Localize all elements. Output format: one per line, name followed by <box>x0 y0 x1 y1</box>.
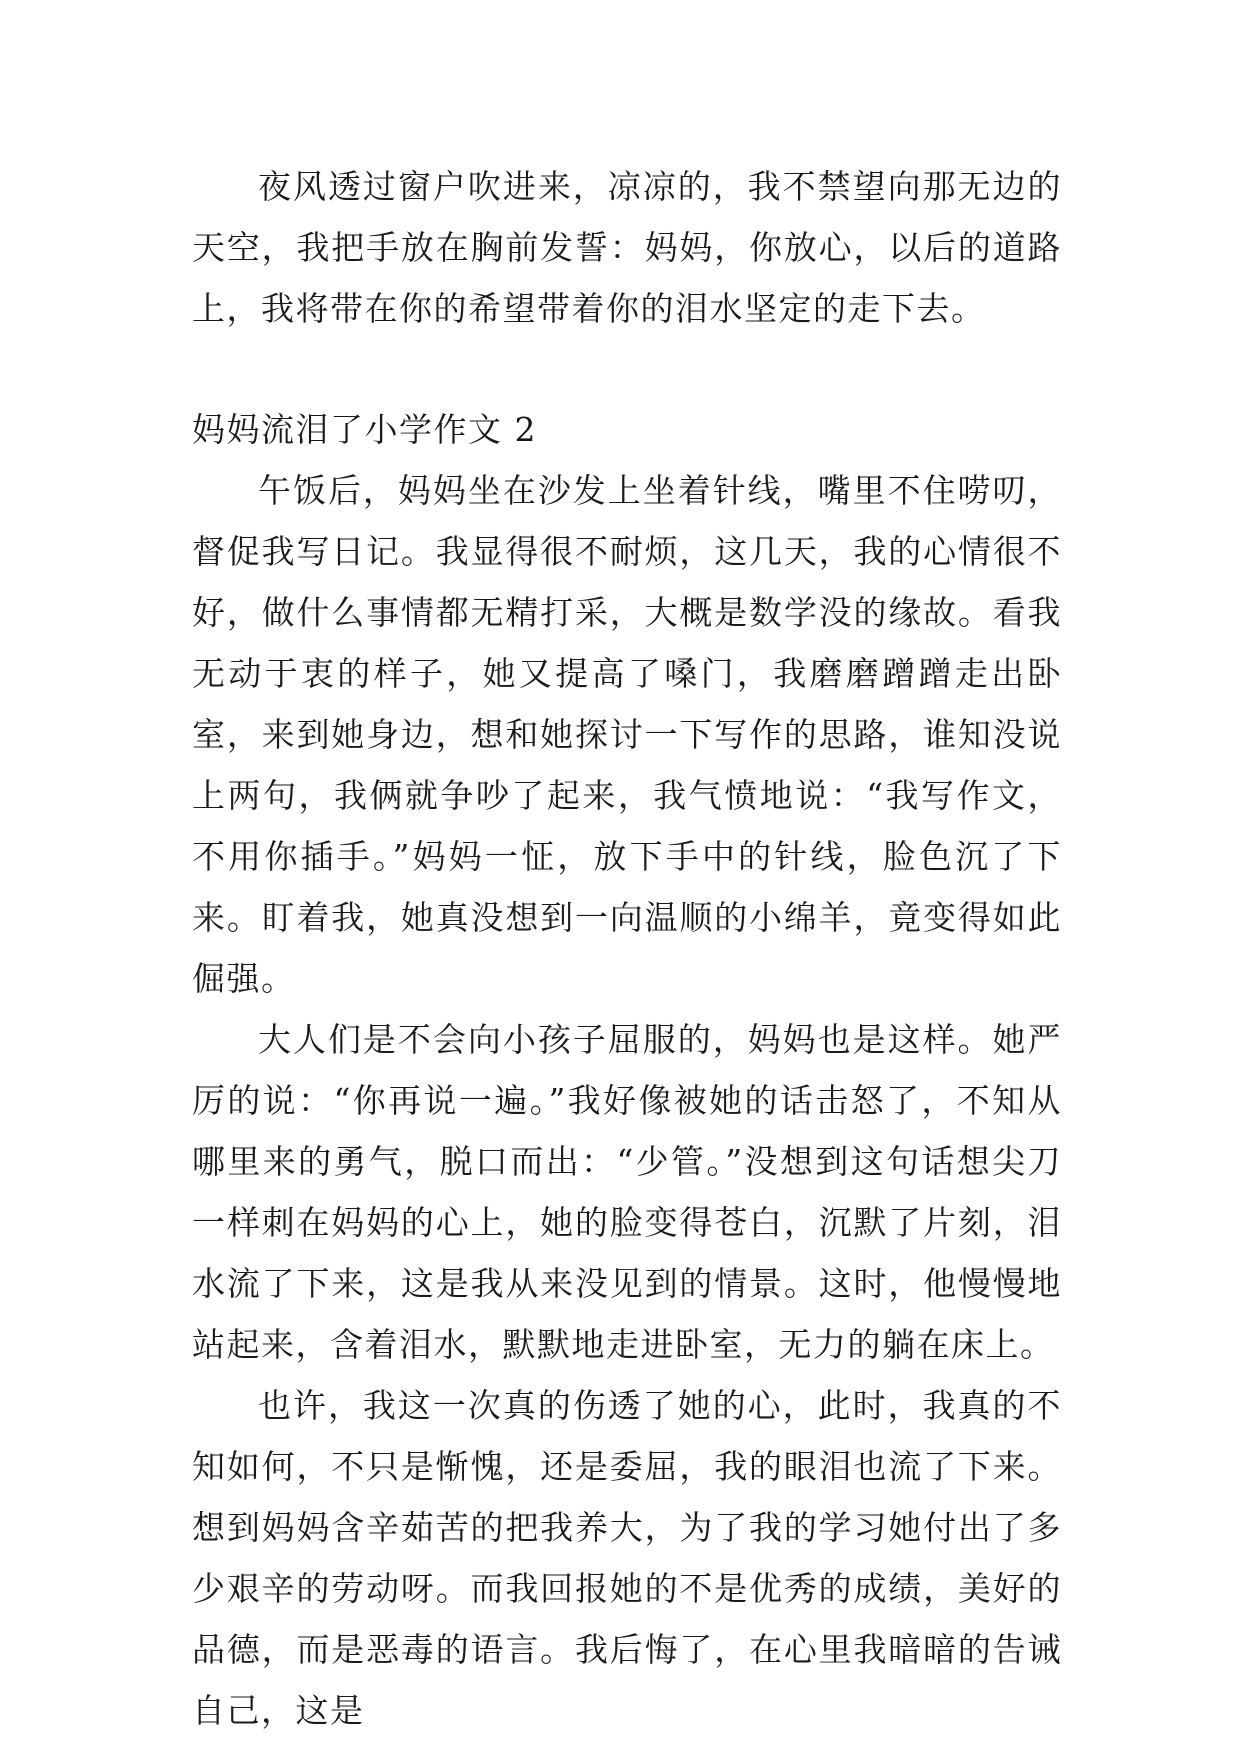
paragraph-argument: 大人们是不会向小孩子屈服的，妈妈也是这样。她严厉的说：“你再说一遍。”我好像被她的话击怒了，不知从哪里来的勇气，脱口而出：“少管。”没想到这句话想尖刀一样刺在妈妈的心上，她的脸变得苍白，沉默了片刻，泪水流了下来，这是我从来没见到的情景。这时，他慢慢地站起来，含着泪水，默默地走进卧室，无力的躺在床上。 <box>192 1020 1062 1364</box>
document-body <box>192 156 1062 1741</box>
paragraph-lunch: 午饭后，妈妈坐在沙发上坐着针线，嘴里不住唠叨，督促我写日记。我显得很不耐烦，这几天，我的心情很不好，做什么事情都无精打采，大概是数学没的缘故。看我无动于衷的样子，她又提高了嗓门，我磨磨蹭蹭走出卧室，来到她身边，想和她探讨一下写作的思路，谁知没说上两句，我俩就争吵了起来，我气愤地说：“我写作文，不用你插手。”妈妈一怔，放下手中的针线，脸色沉了下来。盯着我，她真没想到一向温顺的小绵羊，竟变得如此倔强。 <box>192 471 1062 998</box>
section-title: 妈妈流泪了小学作文 2 <box>192 410 537 449</box>
paragraph-regret: 也许，我这一次真的伤透了她的心，此时，我真的不知如何，不只是惭愧，还是委屈，我的眼泪也流了下来。想到妈妈含辛茹苦的把我养大，为了我的学习她付出了多少艰辛的劳动呀。而我回报她的不是优秀的成绩，美好的品德，而是恶毒的语言。我后悔了，在心里我暗暗的告诫自己，这是 <box>192 1386 1062 1730</box>
paragraph-ending: 夜风透过窗户吹进来，凉凉的，我不禁望向那无边的天空，我把手放在胸前发誓：妈妈，你放心，以后的道路上，我将带在你的希望带着你的泪水坚定的走下去。 <box>192 167 1062 328</box>
